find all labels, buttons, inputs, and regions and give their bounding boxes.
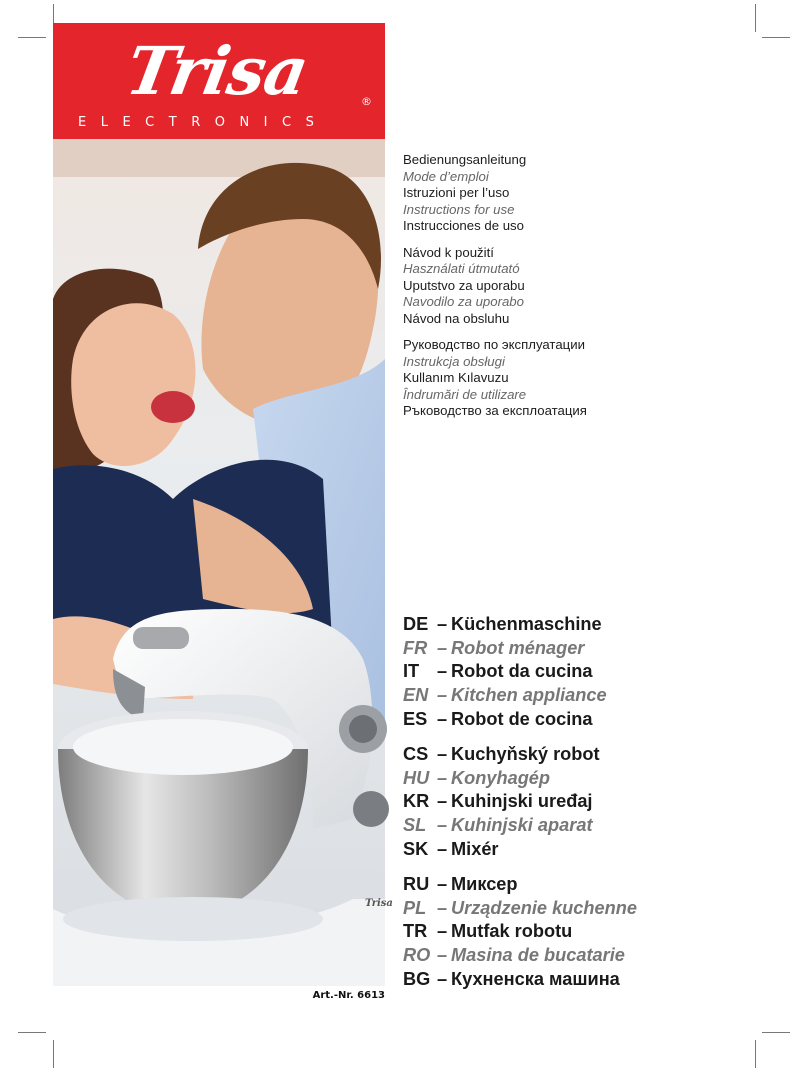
product-name-line <box>403 767 783 791</box>
product-name: Konyhagép <box>451 767 551 788</box>
separator-dash: – <box>437 708 448 729</box>
manual-title-group <box>403 337 763 420</box>
brand-subtitle: ELECTRONICS <box>78 115 329 130</box>
manual-title: Руководство по эксплуатации <box>403 337 585 352</box>
registered-mark: ® <box>361 95 372 108</box>
product-name: Urządzenie kuchenne <box>451 897 637 918</box>
product-name-line <box>403 684 783 708</box>
separator-dash: – <box>437 921 448 942</box>
product-name-line <box>403 708 783 732</box>
manual-title: Ръководство за експлоатация <box>403 403 587 418</box>
product-name-group <box>403 743 783 862</box>
product-name: Кухненска машина <box>451 968 620 989</box>
article-number: Art.-Nr. 6613 <box>312 990 385 1001</box>
product-name-line <box>403 920 783 944</box>
manual-title: Instrukcja obsługi <box>403 353 505 369</box>
language-code: SK <box>403 838 429 859</box>
brand-logo-block <box>53 23 385 139</box>
separator-dash: – <box>437 744 448 765</box>
manual-title-group <box>403 152 763 235</box>
product-name: Kuhinjski aparat <box>451 815 593 836</box>
language-code: ES <box>403 708 428 729</box>
language-code: DE <box>403 614 429 634</box>
product-name-line <box>403 790 783 814</box>
product-name: Kuhinjski uređaj <box>451 791 593 812</box>
manual-title: Návod na obsluhu <box>403 310 510 326</box>
product-name: Robot de cocina <box>451 708 593 729</box>
product-name: Mutfak robotu <box>451 921 573 942</box>
language-code: CS <box>403 744 429 765</box>
separator-dash: – <box>437 637 448 658</box>
appliance-label: Trisa <box>365 898 393 909</box>
product-name: Mixér <box>451 838 499 859</box>
crop-mark <box>18 1032 46 1033</box>
language-code: SL <box>403 815 427 836</box>
product-name: Robot ménager <box>451 637 585 658</box>
separator-dash: – <box>437 614 448 634</box>
language-code: KR <box>403 791 430 812</box>
brand-logo-text: Trisa <box>120 32 314 110</box>
manual-title: Instrucciones de uso <box>403 218 524 233</box>
product-name-line <box>403 743 783 767</box>
product-name: Masina de bucatarie <box>451 945 625 966</box>
product-name-line <box>403 838 783 862</box>
manual-title: Kullanım Kılavuzu <box>403 370 509 385</box>
product-name-line <box>403 944 783 968</box>
crop-mark <box>18 37 46 38</box>
cover-photo <box>53 139 393 986</box>
product-name-line <box>403 897 783 921</box>
crop-mark <box>755 1040 756 1068</box>
manual-title-list <box>403 152 763 430</box>
manual-title: Bedienungsanleitung <box>403 152 527 167</box>
language-code: PL <box>403 897 427 918</box>
separator-dash: – <box>437 767 448 788</box>
product-name: Kuchyňský robot <box>451 744 600 765</box>
language-code: FR <box>403 637 428 658</box>
separator-dash: – <box>437 791 448 812</box>
separator-dash: – <box>437 815 448 836</box>
separator-dash: – <box>437 968 448 989</box>
manual-title: Istruzioni per l’uso <box>403 185 510 200</box>
product-name: Kitchen appliance <box>451 685 607 706</box>
crop-mark <box>53 1040 54 1068</box>
manual-title-group <box>403 245 763 328</box>
manual-title: Návod k použití <box>403 244 494 260</box>
separator-dash: – <box>437 838 448 859</box>
language-code: IT <box>403 661 420 682</box>
separator-dash: – <box>437 874 448 895</box>
product-name-list <box>403 613 783 1003</box>
manual-title: Mode d’emploi <box>403 168 489 184</box>
language-code: RO <box>403 945 431 966</box>
product-name-line <box>403 814 783 838</box>
language-code: BG <box>403 968 431 989</box>
product-name-line <box>403 968 783 992</box>
language-code: RU <box>403 874 430 895</box>
manual-title: Navodilo za uporabo <box>403 294 524 309</box>
product-name-group <box>403 873 783 992</box>
crop-mark <box>762 1032 790 1033</box>
manual-title: Instructions for use <box>403 201 515 217</box>
language-code: HU <box>403 767 430 788</box>
product-name: Robot da cucina <box>451 661 593 682</box>
product-name-line <box>403 637 783 661</box>
separator-dash: – <box>437 945 448 966</box>
product-name: Миксер <box>451 874 518 895</box>
separator-dash: – <box>437 685 448 706</box>
crop-mark <box>755 4 756 32</box>
product-name: Küchenmaschine <box>451 614 602 634</box>
separator-dash: – <box>437 661 448 682</box>
language-code: TR <box>403 921 428 942</box>
cover-photo-illustration <box>53 139 393 986</box>
manual-title: Uputstvo za uporabu <box>403 277 525 293</box>
product-name-line <box>403 613 783 637</box>
product-name-line <box>403 660 783 684</box>
manual-title: Használati útmutató <box>403 261 520 276</box>
crop-mark <box>762 37 790 38</box>
product-name-group <box>403 613 783 732</box>
language-code: EN <box>403 685 429 706</box>
manual-title: Îndrumări de utilizare <box>403 386 527 402</box>
separator-dash: – <box>437 897 448 918</box>
product-name-line <box>403 873 783 897</box>
